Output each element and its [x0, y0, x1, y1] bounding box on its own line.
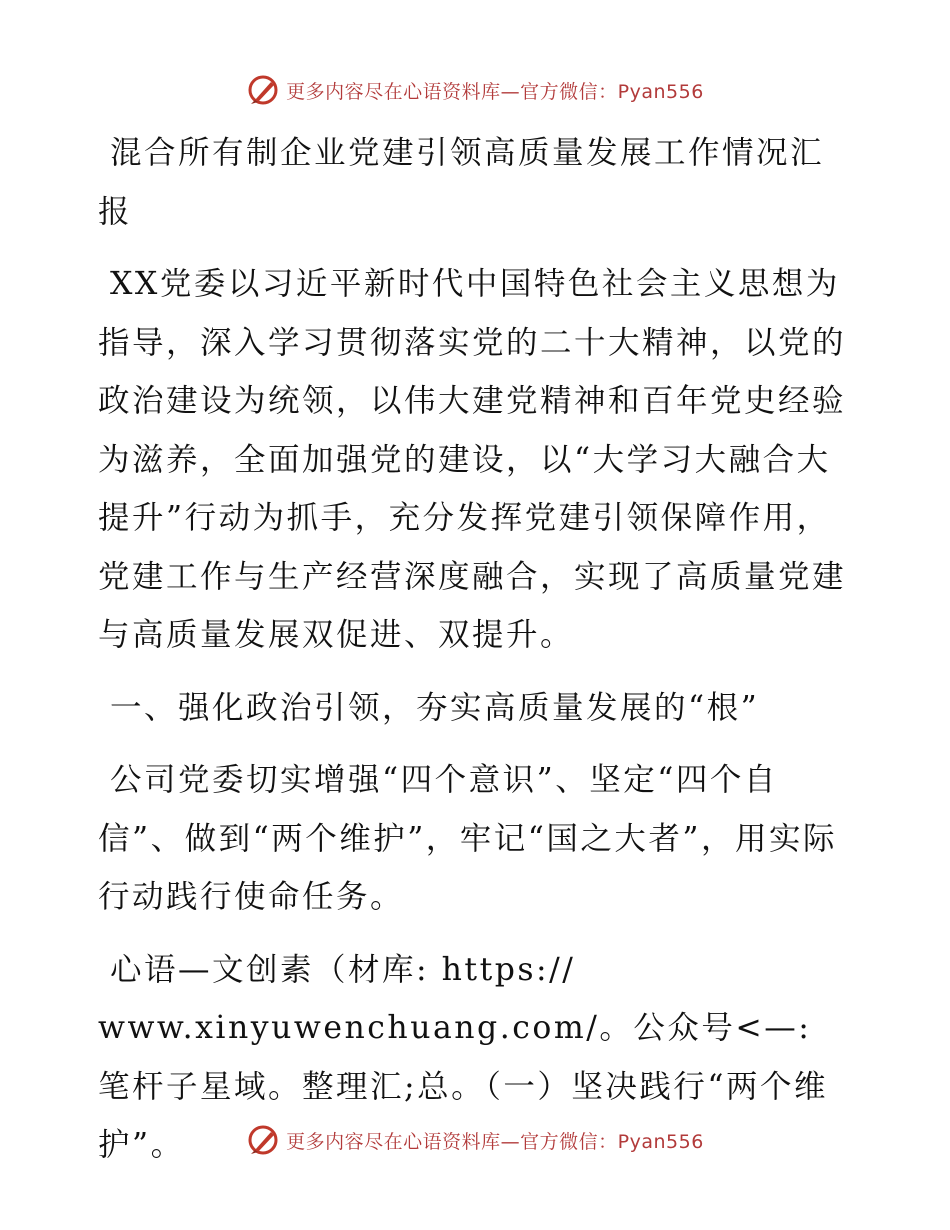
pen-logo-icon	[246, 73, 280, 107]
header-watermark-banner	[0, 70, 950, 110]
watermark-text: 更多内容尽在心语资料库—官方微信：Pyan556	[286, 80, 704, 103]
document-title: 混合所有制企业党建引领高质量发展工作情况汇报	[98, 135, 825, 230]
section-paragraph: 公司党委切实增强“四个意识”、坚定“四个自信”、做到“两个维护”，牢记“国之大者”，用实际行动践行使命任务。	[98, 762, 838, 915]
footer-watermark-banner	[0, 1120, 950, 1160]
source-note-line-1: 心语—文创素（材库: https://	[110, 951, 576, 988]
watermark-text: 更多内容尽在心语资料库—官方微信：Pyan556	[286, 1130, 704, 1153]
document-body	[98, 124, 850, 1175]
intro-paragraph: XX党委以习近平新时代中国特色社会主义思想为指导，深入学习贯彻落实党的二十大精神，以党的政治建设为统领，以伟大建党精神和百年党史经验为滋养，全面加强党的建设，以“大学习大融合大提升”行动为抓手，充分发挥党建引领保障作用，党建工作与生产经营深度融合，实现了高质量党建与高质量发展双促进、双提升。	[98, 266, 847, 653]
section-heading: 一、强化政治引领，夯实高质量发展的“根”	[110, 689, 760, 726]
pen-logo-icon	[246, 1123, 280, 1157]
source-note-line-2: www.xinyuwenchuang.com/。公众号<—: 笔杆子星域。整理汇;总。（一）坚决践行“两个维护”。	[98, 1010, 828, 1163]
